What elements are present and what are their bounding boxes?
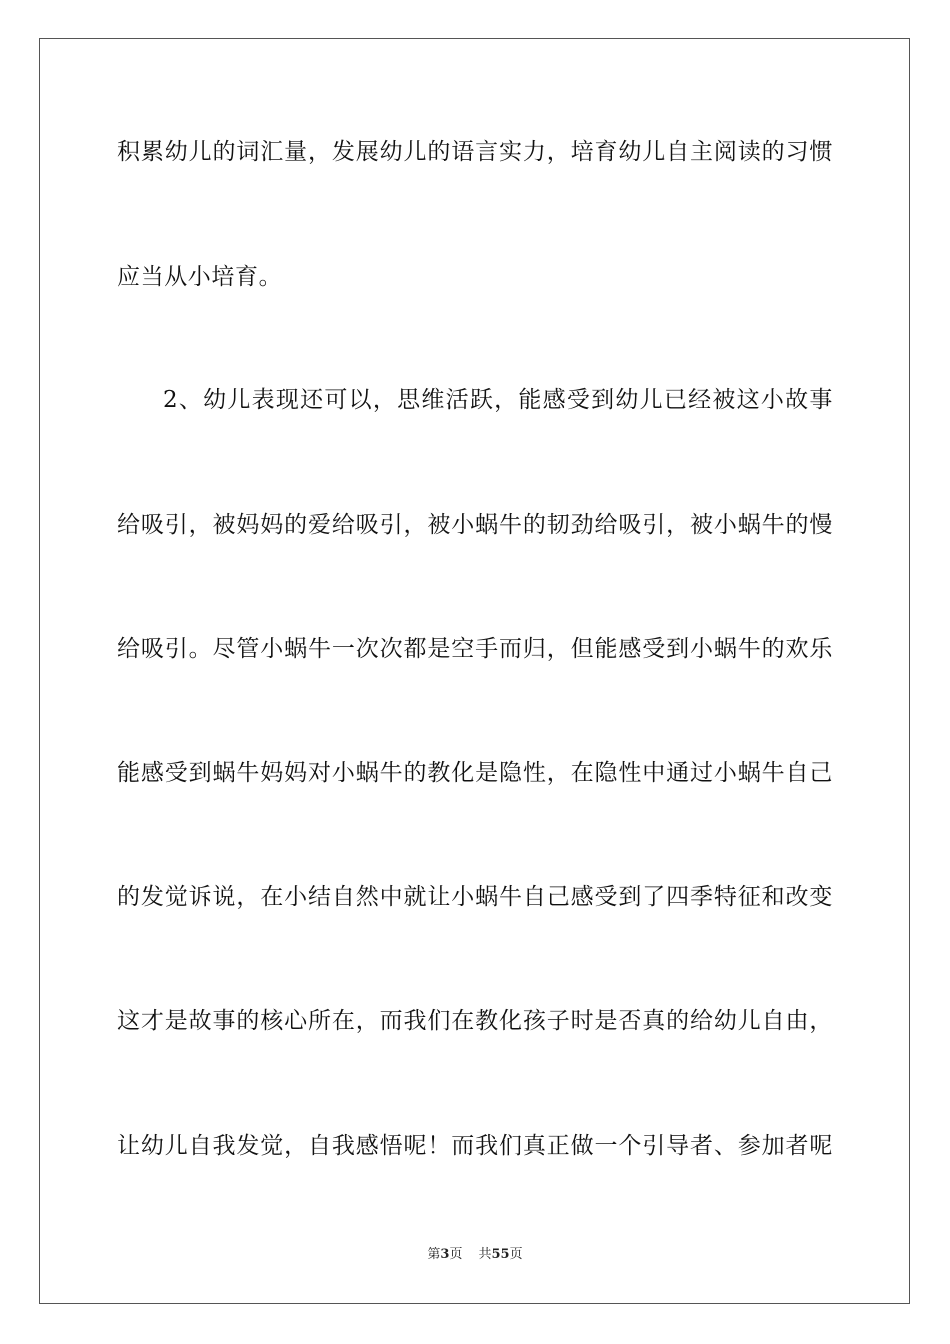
- paragraph-line-9: 让幼儿自我发觉，自我感悟呢！而我们真正做一个引导者、参加者呢: [117, 1133, 833, 1159]
- paragraph-line-1: 积累幼儿的词汇量，发展幼儿的语言实力，培育幼儿自主阅读的习惯: [117, 139, 833, 165]
- paragraph-line-6: 能感受到蜗牛妈妈对小蜗牛的教化是隐性，在隐性中通过小蜗牛自己: [117, 760, 833, 786]
- page-total-label: 共55页: [478, 1247, 523, 1262]
- paragraph-line-2: 应当从小培育。: [117, 264, 283, 290]
- page-border: [39, 38, 910, 1304]
- paragraph-line-8: 这才是故事的核心所在，而我们在教化孩子时是否真的给幼儿自由，: [117, 1008, 833, 1034]
- paragraph-line-5: 给吸引。尽管小蜗牛一次次都是空手而归，但能感受到小蜗牛的欢乐: [117, 636, 833, 662]
- paragraph-line-3: 2、幼儿表现还可以，思维活跃，能感受到幼儿已经被这小故事: [163, 387, 833, 413]
- page-number-label: 第3页: [427, 1247, 463, 1262]
- paragraph-line-7: 的发觉诉说，在小结自然中就让小蜗牛自己感受到了四季特征和改变: [117, 884, 833, 910]
- paragraph-line-4: 给吸引，被妈妈的爱给吸引，被小蜗牛的韧劲给吸引，被小蜗牛的慢: [117, 512, 833, 538]
- page-footer: [0, 1246, 950, 1264]
